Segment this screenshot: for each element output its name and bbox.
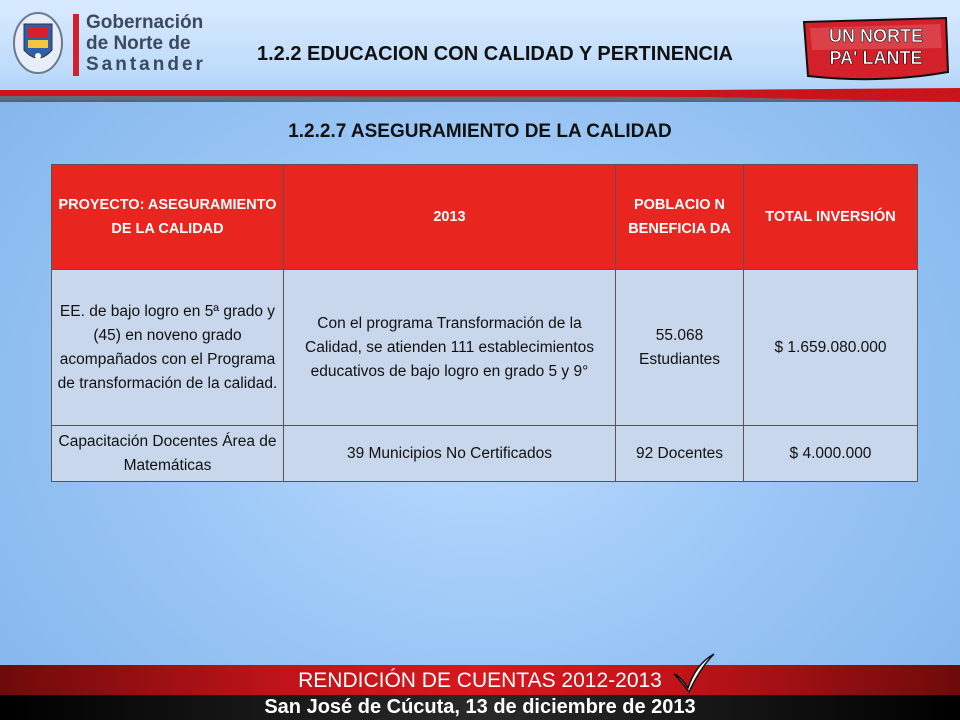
checkmark-icon (670, 652, 718, 694)
org-accent-bar (73, 14, 79, 76)
org-name-line3: Santander (86, 54, 206, 75)
table-header-row (52, 165, 918, 270)
header-population: POBLACIO N BENEFICIA DA (616, 165, 744, 270)
header-red-stripe (0, 88, 960, 102)
org-name-line1: Gobernación (86, 12, 204, 33)
footer-date: San José de Cúcuta, 13 de diciembre de 2013 (264, 696, 696, 718)
cell-description: Con el programa Transformación de la Calidad, se atienden 111 establecimientos educativos de bajo logro en grado 5 y 9° (284, 270, 616, 426)
footer-title: RENDICIÓN DE CUENTAS 2012-2013 (298, 669, 662, 692)
cell-project: EE. de bajo logro en 5ª grado y (45) en noveno grado acompañados con el Programa de transformación de la calidad. (52, 270, 284, 426)
header-investment: TOTAL INVERSIÓN (744, 165, 918, 270)
cell-investment: $ 4.000.000 (744, 426, 918, 482)
org-name (86, 12, 216, 75)
cell-investment: $ 1.659.080.000 (744, 270, 918, 426)
table-row (52, 426, 918, 482)
slogan-line2: PA' LANTE (829, 48, 923, 68)
slide-title: 1.2.2 EDUCACION CON CALIDAD Y PERTINENCIA (257, 43, 733, 65)
slogan-line1: UN NORTE (829, 26, 923, 46)
header-project: PROYECTO: ASEGURAMIENTO DE LA CALIDAD (52, 165, 284, 270)
section-subtitle: 1.2.2.7 ASEGURAMIENTO DE LA CALIDAD (288, 121, 672, 142)
table-row (52, 270, 918, 426)
cell-project: Capacitación Docentes Área de Matemáticas (52, 426, 284, 482)
cell-population: 55.068 Estudiantes (616, 270, 744, 426)
header-year: 2013 (284, 165, 616, 270)
cell-population: 92 Docentes (616, 426, 744, 482)
coat-of-arms-icon (12, 10, 64, 76)
slogan-logo (800, 14, 952, 86)
cell-description: 39 Municipios No Certificados (284, 426, 616, 482)
data-table (51, 164, 918, 482)
org-name-line2: de Norte de (86, 33, 191, 54)
